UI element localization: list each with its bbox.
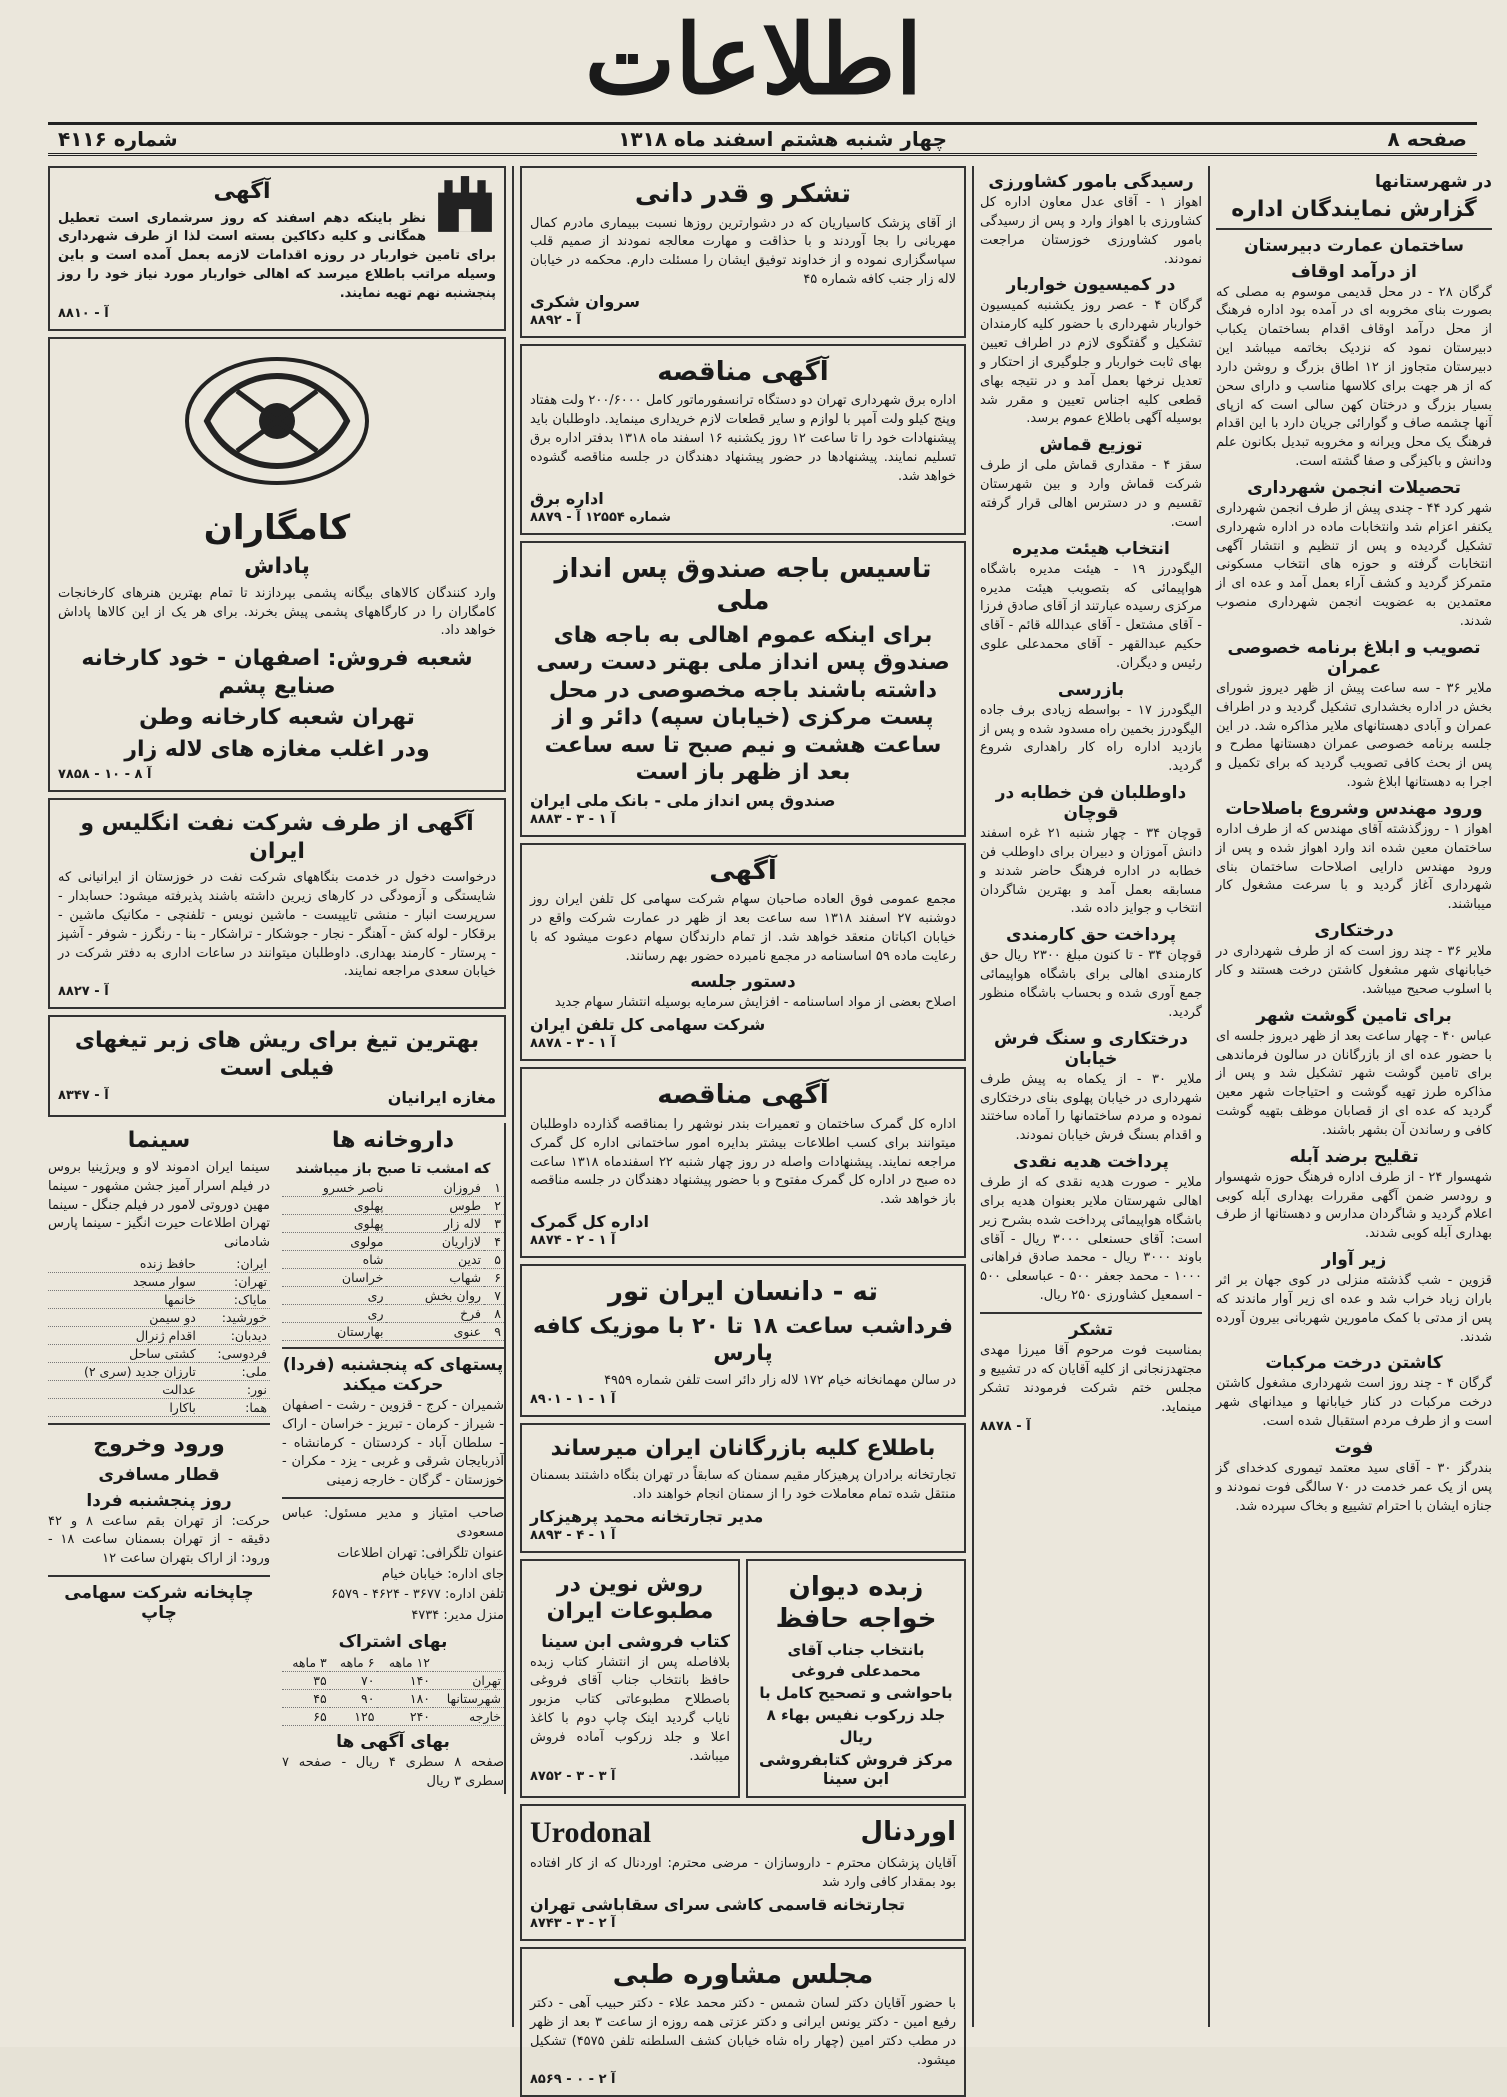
ad-body: نظر باینکه دهم اسفند که روز سرشماری است تعطیل همگانی و کلیه دکاکین بسته است لذا از طرف شهرداری برای تامین خواربار در روزه اقدامات لازمه بعمل آمده است و باین وسیله مراتب باطلاع میرسد که اهالی خواربار مورد نیاز خود را روز پنجشنبه نهم تهیه نمایند. [58,210,496,304]
train-title: ورود وخروج [48,1431,270,1459]
ad-body: با حضور آقایان دکتر لسان شمس - دکتر محمد علاء - دکتر حبیب آهی - دکتر رفیع امین - دکتر یونس ایرانی و دکتر عزتی همه روزه از ساعت ۳ بعد از ظهر در مطب دکتر امین (چهار راه شاه خیابان کشف السلطنه تلفن ۴۵۷۵) تشکیل میشود. [530,1995,956,2070]
printer-credit: چاپخانه شرکت سهامی چاپ [48,1583,270,1623]
ad-body: برای اینکه عموم اهالی به باجه های صندوق پس انداز ملی بهتر دست رسی داشته باشند باجه مخصوصی در محل پست مرکزی (خیابان سپه) دائر و از ساعت هشت و نیم صبح تا سه ساعت بعد از ظهر باز است [530,622,956,787]
ad-body: تجارتخانه برادران پرهیزکار مقیم سمنان که سابقاً در تهران بنگاه داشتند بسمنان منتقل شده تمام معاملات خود را از سمنان انجام خواهند داد. [530,1467,956,1505]
report-body: ملایر ۳۶ - چند روز است که از طرف شهرداری در خیابانهای شهر مشغول کاشتن درخت هستند و کار با اسلوب صحیح میباشد. [1216,943,1492,1000]
table-row: ۵ تدین شاه [282,1250,504,1268]
ad-signature: مدیر تجارتخانه محمد پرهیزکار [530,1507,956,1526]
sales-line: تهران شعبه کارخانه وطن [58,704,496,732]
report-title: فوت [1216,1438,1492,1458]
ad-savings-bank [520,541,966,837]
table-row: ملی: تارزان جدید (سری ۲) [48,1363,270,1381]
listing-title: سینما [48,1127,270,1155]
report-body: قزوین - شب گذشته منزلی در کوی جهان بر اثر باران زیاد خراب شد و عده ای زیر آوار ماندند که پس از مدتی با کمک مامورین شهربانی بیرون آورده شدند. [1216,1272,1492,1347]
ad-signature: اداره برق [530,489,956,508]
post-body: شمیران - کرج - قزوین - رشت - اصفهان - شیراز - کرمان - تبریز - خراسان - اراک - سلطان آباد - کردستان - کرمانشاه - آذربایجان شرقی و غربی - یزد - مکران - خوزستان - گرگان - خارجه زمینی [282,1397,504,1491]
ad-rates-title: بهای آگهی ها [282,1732,504,1752]
ad-signature: سروان شکری [530,292,956,311]
news-body: بمناسبت فوت مرحوم آقا میرزا مهدی مجتهدزنجانی از کلیه آقایان که در تشییع و مجلس ختم شرکت فرمودند تشکر مینماید. [980,1342,1202,1417]
news-body: قوچان ۳۴ - تا کنون مبلغ ۲۳۰۰ ریال حق کارمندی اهالی برای باشگاه هواپیمائی جمع آوری شده و بحساب باشگاه منظور گردید. [980,947,1202,1022]
table-row: نور: عدالت [48,1381,270,1399]
ad-title: تاسیس باجه صندوق پس انداز ملی [530,553,956,618]
pharmacy-listing [276,1123,506,1793]
train-body: حرکت: از تهران بقم ساعت ۸ و ۴۲ دقیقه - از تهران بسمنان ساعت ۱۸ - ورود: از اراک بتهران ساعت ۱۲ [48,1513,270,1570]
column-regional-news [980,166,1202,2027]
report-list [1216,236,1492,1517]
masthead [0,0,1507,120]
report-body: شهسوار ۲۴ - از طرف اداره فرهنگ حوزه شهسوار و رودسر ضمن آگهی مقررات بهداری آبله کوبی اعلام گردید و شاگردان مدارس و دهستانها از طرف بهداری آبله کوبی شدند. [1216,1169,1492,1244]
news-body: اهواز ۱ - آقای عدل معاون اداره کل کشاورزی با اهواز وارد و پس از رسیدگی بامور کشاورزی خوزستان مراجعت نمودند. [980,194,1202,269]
train-day: روز پنجشنبه فردا [48,1491,270,1511]
report-body: گرگان ۲۸ - در محل قدیمی موسوم به مصلی که بصورت بنای مخروبه ای در آمده بود اداره فرهنگ از محل درآمد اوقاف اقدام بساختمان یکباب دبیرستان نمود که نزدیک بخاتمه میباشد این دبیرستان متجاوز از ۱۲ اطاق بزرگ و روشن دارد که از هر جهت برای کلاسها مناسب و دارای سحن بسیار بزرگ و درختان کهن سالی است که ازپای آنها چشمه صاف و گوارائی جریان دارد با این اقدام فرهنگ یک محل ویرانه و مخروبه تبدیل بکانون علم ودانش و باکیزگی و صفا گشته است. [1216,284,1492,472]
sales-line: ودر اغلب مغازه های لاله زار [58,736,496,764]
report-body: شهر کرد ۴۴ - چندی پیش از طرف انجمن شهرداری یکنفر اعزام شد وانتخابات ماده در اداره شهرداری تشکیل گردیده و پس از تنظیم و انتشار آگهی انتخابات گرفته و حوزه های انتخاب مسکونی متمرکز گردید و کشف آراء بعمل آمد و عده ای از معتمدین به عضویت انجمن شهرداری منصوب شدند. [1216,500,1492,632]
ad-body: بلافاصله پس از انتشار کتاب زبده حافظ بانتخاب جناب آقای فروغی باصطلاح مطبوعاتی کتاب مزبور نایاب گردید اینک چاپ دوم با کاغذ اعلا و جلد زرکوب آماده فروش میباشد. [530,1654,730,1767]
news-body: گرگان ۴ - عصر روز یکشنبه کمیسیون خواربار شهرداری با حضور کلیه کارمندان تشکیل و گفتگوی لازم در اطراف تعیین بهای ثابت خواربار و جلوگیری از احتکار و تعدیل نرخها بعمل آمد و در نتیجه بهای قطعی کلیه اجناس تعیین و مقرر شد بوسیله آگهی باطلاع عموم برسد. [980,297,1202,429]
ad-reference: ۸۵۶۹ - آ ۲ - ۰ [530,2072,956,2087]
report-title: کاشتن درخت مرکبات [1216,1353,1492,1373]
post-title: پستهای که پنجشنبه (فردا) حرکت میکند [282,1355,504,1395]
dateline [48,122,1477,156]
news-body: الیگودرز ۱۷ - بواسطه زیادی برف جاده الیگودرز بخمین راه مسدود شده و پس از بازدید اداره راه کار راهداری شروع گردید. [980,702,1202,777]
ad-headline: فرداشب ساعت ۱۸ تا ۲۰ با موزیک کافه پارس [530,1313,956,1368]
table-row: تهران ۱۴۰ ۷۰ ۳۵ [282,1672,504,1690]
news-body: قوچان ۳۴ - چهار شنبه ۲۱ غره اسفند دانش آموزان و دبیران برای داوطلب فن خطابه در اداره فرهنگ حاضر شدند و مسابقه بعمل آمد و بهترین شاگردان انتخاب و جوایز داده شد. [980,825,1202,919]
divider [980,1312,1202,1314]
ad-reference: ۸۹۰۱ - آ ۱ - ۱ [530,1392,956,1407]
table-row: ۶ شهاب خراسان [282,1268,504,1286]
column-divider [972,166,974,2027]
divider [48,1423,270,1425]
section-title: گزارش نمایندگان اداره [1216,196,1492,230]
kamgaran-logo-icon [177,351,377,501]
ad-reference: ۸۷۴۳ - آ ۲ - ۳ [530,1916,956,1931]
ad-signature: شرکت سهامی کل تلفن ایران [530,1015,956,1034]
ad-title: کامگاران [58,507,496,550]
ad-title: آگهی مناقصه [530,1079,956,1112]
news-title: انتخاب هیئت مدیره [980,539,1202,559]
report-body: عباس ۴۰ - چهار ساعت بعد از ظهر دیروز جلسه ای با حضور عده ای از بازرگانان در سالون فرماندهی برای تامین گوشت شهر تشکیل شد و پس از مذاکره طرز تهیه گوشت و احتیاجات شهر معین گردید که عده ای از قصابان موظف بتهیه گوشت کافی و رساندن آن بشهر باشند. [1216,1028,1492,1141]
ad-body: اداره کل گمرک ساختمان و تعمیرات بندر نوشهر را بمناقصه گذارده داوطلبان میتوانند برای کسب اطلاعات بیشتر بدایره امور ساختمانی اداره کل گمرک مراجعه نمایند. پیشنهادات واصله در روز چهار شنبه ۲۲ اسفندماه ۱۳۱۸ ساعت ده صبح در اداره کل گمرک مفتوح و با حضور پیشنهاد دهندگان در جلسه مناقصه باز خواهد شد. [530,1116,956,1210]
subscription-title: بهای اشتراک [282,1632,504,1652]
ad-brand: Urodonal [530,1816,651,1850]
ad-urodonal [520,1804,966,1940]
ad-signature: تجارتخانه قاسمی کاشی سرای سقاباشی تهران [530,1895,956,1914]
ad-signature: اداره کل گمرک [530,1212,956,1231]
divider [282,1347,504,1349]
news-title: توزیع قماش [980,435,1202,455]
column-notices [48,166,506,2027]
news-body: ملایر - صورت هدیه نقدی که از طرف اهالی شهرستان ملایر بعنوان هدیه برای باشگاه هواپیمائی پرداخت شده بشرح زیر است: آقای حسنعلی ۳۰۰۰ ریال - آقای باوند ۳۰۰۰ ریال - محمد صادق فراهانی ۱۰۰۰ - محمد جعفر ۵۰۰ - عباسعلی ۵۰۰ - اسمعیل کشاورزی ۲۵۰ ریال. [980,1174,1202,1306]
ad-title: مجلس مشاوره طبی [530,1959,956,1992]
report-body: بندرگز ۳۰ - آقای سید معتمد تیموری کدخدای گز پس از یک عمر خدمت در ۷۰ سالگی فوت نمودند و جنازه ایشان با احترام تشییع و بخاک سپرده شد. [1216,1460,1492,1517]
issue-date: چهار شنبه هشتم اسفند ماه ۱۳۱۸ [618,127,947,151]
pharmacy-table [282,1179,504,1341]
municipality-emblem-icon [434,174,496,236]
agenda-body: اصلاح بعضی از مواد اساسنامه - افزایش سرمایه بوسیله انتشار سهام جدید [530,994,956,1013]
news-body: ملایر ۳۰ - از یکماه به پیش طرف شهرداری در خیابان پهلوی بنای درختکاری نموده و مردم ساختمانها را آماده ساختند و اقدام بسنگ فرش خیابان نمودند. [980,1071,1202,1146]
listings-row [48,1123,506,1793]
ad-title: بهترین تیغ برای ریش های زبر تیغهای فیلی است [58,1027,496,1082]
ad-signature: مغازه ایرانیان [388,1088,496,1107]
listing-title: داروخانه ها [282,1127,504,1155]
news-title: در کمیسیون خواربار [980,275,1202,295]
ad-title: آگهی [58,178,496,206]
column-divider [1208,166,1210,2027]
ad-title: آگهی از طرف شرکت نفت انگلیس و ایران [58,810,496,865]
ad-reference: ۸۸۹۲ - آ [530,313,956,328]
ad-reference: شماره ۱۲۵۵۴ آ - ۸۸۷۹ [530,510,956,525]
ad-reference: ۸۸۷۸ - آ [980,1419,1202,1434]
ad-signature: مرکز فروش کتابفروشی ابن سینا [756,1750,956,1788]
table-row: ۱ فروزان ناصر خسرو [282,1179,504,1197]
ad-body: وارد کنندگان کالاهای بیگانه پشمی بپردازند تا تمام بهترین هنرهای کارخانجات کامگاران را در کارگاههای پشمی پیش بخرند. برای هر یک از این کالاها پاداش خواهد داد. [58,585,496,642]
report-body: اهواز ۱ - روزگذشته آقای مهندس که از طرف اداره ساختمان معین شده اند وارد اهواز شده و پس از ورود مهندس دارایی اصلاحات ساختمان بنای شهرداری آغاز گردید و با سرعت مشغول کار میباشند. [1216,821,1492,915]
column-advertisements [520,166,966,2027]
ad-body: از آقای پزشک کاسیاریان که در دشوارترین روزها نسبت ببیماری مادرم کمال مهربانی را بجا آوردند و با حذاقت و مهارت معالجه نمودند از صمیم قلب سپاسگزاری نموده و از خداوند توفیق ایشان را مسئلت دارم. محکمه در خیابان لاله زار جنب کافه شماره ۴۵ [530,215,956,290]
divider [48,1575,270,1577]
column-regional-reports [1216,166,1492,2027]
cinema-body: سینما ایران ادموند لاو و ویرژینیا بروس در فیلم اسرار آمیز جشن مشهور - سینما مهین دوروتی لامور در فیلم جنگل - سینما تهران اطلاعات حیرت انگیز - سینما پارس شادمانی [48,1159,270,1253]
ad-body: آقایان پزشکان محترم - داروسازان - مرضی محترم: اوردنال که از کار افتاده بود بمقدار کافی وارد شد [530,1855,956,1893]
ad-signature: صندوق پس انداز ملی - بانک ملی ایران [530,791,956,810]
report-body: ملایر ۳۶ - سه ساعت پیش از ظهر دیروز شورای بخش در اداره بخشداری تشکیل گردید و در اطراف عمران و آبادی دهستانهای ملایر مذاکره شد. در این جلسه برنامه خصوصی عمران دهستانها مطرح و پس از بحث کافی تصویب گردید که برای تکمیل و اجرا به دهستانها ابلاغ شود. [1216,680,1492,793]
ad-anglo-iranian-oil [48,798,506,1009]
report-title: تقلیح برضد آبله [1216,1147,1492,1167]
table-row: ۳ لاله زار پهلوی [282,1214,504,1232]
ad-title: آگهی [530,855,956,888]
table-row: ۲ طوس پهلوی [282,1196,504,1214]
ad-kamgaran [48,337,506,793]
table-row: ۹ عنوی بهارستان [282,1322,504,1340]
news-title: داوطلبان فن خطابه در قوچان [980,783,1202,823]
credit-line: جای اداره: خیابان خیام [282,1566,504,1585]
table-row: هما: باکارا [48,1399,270,1417]
report-title: تصویب و ابلاغ برنامه خصوصی عمران [1216,638,1492,678]
news-body: سقز ۴ - مقداری قماش ملی از طرف شرکت قماش وارد و بین شهرستان تقسیم و در دسترس اهالی قرار گرفته است. [980,457,1202,532]
report-title: درختکاری [1216,921,1492,941]
news-title: پرداخت حق کارمندی [980,925,1202,945]
ad-rates-body: صفحه ۸ سطری ۴ ریال - صفحه ۷ سطری ۳ ریال [282,1754,504,1792]
table-row: فردوسی: کشتی ساحل [48,1345,270,1363]
newspaper-title: اطلاعات [0,0,1507,120]
report-title: تحصیلات انجمن شهرداری [1216,478,1492,498]
subscription-table [282,1654,504,1726]
issue-number: شماره ۴۱۱۶ [58,127,178,151]
train-subtitle: قطار مسافری [48,1465,270,1485]
news-title: رسیدگی بامور کشاورزی [980,172,1202,192]
ad-hafez-book [746,1559,966,1799]
table-row: ۷ روان بخش ری [282,1286,504,1304]
ad-thanks [520,166,966,338]
ad-title: باطلاع کلیه بازرگانان ایران میرساند [530,1435,956,1463]
ad-title: تشکر و قدر دانی [530,178,956,211]
credit-line: صاحب امتیاز و مدیر مسئول: عباس مسعودی [282,1505,504,1543]
news-title: تشکر [980,1320,1202,1340]
table-row: ایران: حافظ زنده [48,1255,270,1273]
ad-title: آگهی مناقصه [530,356,956,389]
table-header: ۱۲ ماهه ۶ ماهه ۳ ماهه [282,1654,504,1672]
ad-title: روش نوین در مطبوعات ایران [530,1571,730,1626]
ad-body: مجمع عمومی فوق العاده صاحبان سهام شرکت سهامی کل تلفن ایران روز دوشنبه ۲۷ اسفند ۱۳۱۸ سه ساعت بعد از ظهر در عمارت شرکت واقع در خیابان اکباتان منعقد خواهد شد. از تمام دارندگان سهام دعوت میشود که با رعایت ماده ۵۹ اساسنامه در مجمع نامبرده حضور بهم رسانند. [530,891,956,966]
report-subtitle: از درآمد اوقاف [1216,262,1492,282]
ad-telephone-meeting [520,843,966,1062]
report-body: گرگان ۴ - چند روز است شهرداری مشغول کاشتن درخت مرکبات در کنار خیابانها و میدانهای شهر است و از طرف مردم استقبال شده است. [1216,1375,1492,1432]
news-title: بازرسی [980,680,1202,700]
divider [282,1497,504,1499]
ad-merchants [520,1423,966,1552]
ad-tender-customs [520,1067,966,1258]
report-title: ساختمان عمارت دبیرستان [1216,236,1492,256]
listing-intro: که امشب تا صبح باز میباشند [282,1161,504,1177]
table-row: خورشید: دو سیمن [48,1309,270,1327]
ad-title: ته - دانسان ایران تور [530,1276,956,1309]
ad-reference: ۷۸۵۸ - آ ۸ - ۱۰ [58,767,496,782]
ad-bookstore [520,1559,740,1799]
ad-body: درخواست دخول در خدمت بنگاههای شرکت نفت در خوزستان از ایرانیانی که شایستگی و آزمودگی در کارهای زیرین داشته باشند پذیرفته میشود: حسابدار - سرپرست انبار - منشی تایپیست - ماشین نویس - تلفنچی - مکانیک ماشین - برقکار - لوله کش - آهنگر - نجار - جوشکار - تراشکار - بنا - رنگرز - شوفر - آشپز - پرستار - کارمند بهداری. داوطلبان میتوانند در ساعات اداری به دفتر شرکت در خیابان سعدی مراجعه نمایند. [58,869,496,982]
table-row: تهران: سوار مسجد [48,1273,270,1291]
cinema-table [48,1255,270,1417]
agenda-title: دستور جلسه [530,972,956,992]
table-row: مایاک: خانمها [48,1291,270,1309]
ad-tea-dance [520,1264,966,1417]
ad-reference: ۸۸۷۸ - آ ۱ - ۳ [530,1036,956,1051]
ad-reference: ۸۸۲۷ - آ [58,984,496,999]
page-number: صفحه ۸ [1388,127,1467,151]
ad-body: بانتخاب جناب آقای محمدعلی فروغی باحواشی و تصحیح کامل با جلد زرکوب نفیس بهاء ۸ ریال [756,1640,956,1749]
ad-reference: ۸۸۹۳ - آ ۱ - ۴ [530,1528,956,1543]
report-title: زیر آوار [1216,1250,1492,1270]
ad-reference: ۸۸۱۰ - آ [58,306,496,321]
credit-line: عنوان تلگرافی: تهران اطلاعات [282,1545,504,1564]
credit-line: منزل مدیر: ۴۷۳۴ [282,1607,504,1626]
sales-line: شعبه فروش: اصفهان - خود کارخانه صنایع پشم [58,645,496,700]
ad-reference: ۸۷۵۲ - آ ۳ - ۳ [530,1769,730,1784]
table-row: دیدبان: اقدام ژنرال [48,1327,270,1345]
ad-reference: ۸۸۷۴ - آ ۱ - ۲ [530,1233,956,1248]
news-body: الیگودرز ۱۹ - هیئت مدیره باشگاه هواپیمائی که بتصویب هیئت مدیره مرکزی رسیده عبارتند از آقای صادق فرزا - آقای مشتعل - آقای عبدالله قائم - آقای حکیم عبدالقهر - آقای محمدعلی علوی رئیس و دیگران. [980,561,1202,674]
ad-reference: ۸۳۴۷ - آ [58,1088,109,1107]
news-title: پرداخت هدیه نقدی [980,1152,1202,1172]
ad-body: در سالن مهمانخانه خیام ۱۷۲ لاله زار دائر است تلفن شماره ۴۹۵۹ [530,1372,956,1391]
ad-subtitle: پاداش [58,553,496,581]
table-row: ۸ فرخ ری [282,1304,504,1322]
report-title: برای تامین گوشت شهر [1216,1006,1492,1026]
ad-subtitle: کتاب فروشی ابن سینا [530,1632,730,1652]
news-title: درختکاری و سنگ فرش خیابان [980,1029,1202,1069]
ad-body: اداره برق شهرداری تهران دو دستگاه ترانسفورماتور کامل ۲۰۰/۶۰۰۰ ولت هفتاد وپنج کیلو ولت آمپر با لوازم و سایر قطعات لازم خریداری مینماید. داوطلبان باید پیشنهادات خود را تا ساعت ۱۲ روز یکشنبه ۱۶ اسفند ماه ۱۳۱۸ بدفتر اداره برق تسلیم نمایند. پیشنهادها در حضور پیشنهاد دهندگان در جلسه مناقصه گشوده خواهد شد. [530,392,956,486]
ad-reference: ۸۸۸۳ - آ ۱ - ۳ [530,812,956,827]
ad-census-notice [48,166,506,331]
ad-title: زبده دیوان خواجه حافظ [756,1571,956,1636]
column-divider [512,166,514,2027]
table-row: شهرستانها ۱۸۰ ۹۰ ۴۵ [282,1690,504,1708]
cinema-listing [48,1123,270,1793]
ad-medical-council [520,1947,966,2097]
table-row: ۴ لازاریان مولوی [282,1232,504,1250]
table-row: خارجه ۲۴۰ ۱۲۵ ۶۵ [282,1708,504,1726]
book-ads-row [520,1559,966,1805]
ad-razor-blades [48,1015,506,1117]
section-kicker: در شهرستانها [1216,172,1492,192]
ad-tender-electricity [520,344,966,535]
report-title: ورود مهندس وشروع باصلاحات [1216,799,1492,819]
credit-line: تلفن اداره: ۳۶۷۷ - ۴۶۲۴ - ۶۵۷۹ [282,1586,504,1605]
ad-title: اوردنال [861,1816,956,1849]
